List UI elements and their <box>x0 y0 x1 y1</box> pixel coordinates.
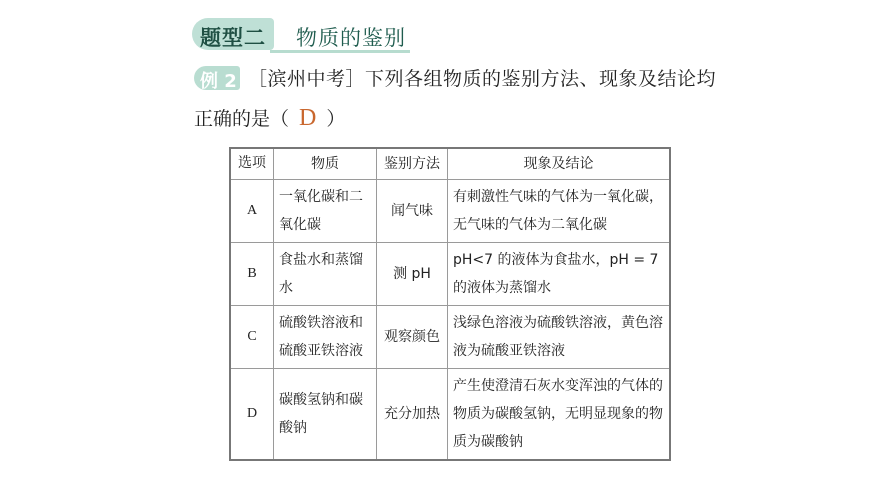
cell-option: D <box>230 369 274 461</box>
cell-option: A <box>230 180 274 243</box>
section-header <box>192 14 412 54</box>
cell-method: 观察颜色 <box>377 306 448 369</box>
header-method: 鉴别方法 <box>377 148 448 180</box>
table-row <box>230 243 670 306</box>
cell-substance: 食盐水和蒸馏水 <box>274 243 377 306</box>
question-stem-prefix: 正确的是（ <box>194 108 290 130</box>
cell-method: 闻气味 <box>377 180 448 243</box>
question-source: ［滨州中考］ <box>248 68 366 90</box>
example-badge-label: 例 2 <box>200 71 237 92</box>
answer-choice: D <box>299 105 317 131</box>
cell-result: 浅绿色溶液为硫酸铁溶液，黄色溶液为硫酸亚铁溶液 <box>448 306 671 369</box>
cell-result: 产生使澄清石灰水变浑浊的气体的物质为碳酸氢钠，无明显现象的物质为碳酸钠 <box>448 369 671 461</box>
options-table <box>229 147 671 461</box>
header-option: 选项 <box>230 148 274 180</box>
cell-option: B <box>230 243 274 306</box>
table-header-row <box>230 148 670 180</box>
table-row <box>230 369 670 461</box>
cell-result: 有刺激性气味的气体为一氧化碳，无气味的气体为二氧化碳 <box>448 180 671 243</box>
cell-substance: 一氧化碳和二氧化碳 <box>274 180 377 243</box>
table-row <box>230 180 670 243</box>
question-stem-suffix: ） <box>326 108 346 130</box>
cell-method: 充分加热 <box>377 369 448 461</box>
cell-substance: 碳酸氢钠和碳酸钠 <box>274 369 377 461</box>
cell-method: 测 pH <box>377 243 448 306</box>
header-substance: 物质 <box>274 148 377 180</box>
question-stem-line1 <box>248 64 716 91</box>
cell-substance: 硫酸铁溶液和硫酸亚铁溶液 <box>274 306 377 369</box>
cell-result: pH<7 的液体为食盐水，pH = 7 的液体为蒸馏水 <box>448 243 671 306</box>
question-stem: 下列各组物质的鉴别方法、现象及结论均 <box>365 68 717 90</box>
header-result: 现象及结论 <box>448 148 671 180</box>
example-badge <box>194 66 240 90</box>
table-row <box>230 306 670 369</box>
section-underline <box>270 50 410 53</box>
cell-option: C <box>230 306 274 369</box>
question-stem-line2 <box>194 104 345 132</box>
section-tag: 题型二 <box>200 26 266 50</box>
section-title: 物质的鉴别 <box>296 26 406 50</box>
